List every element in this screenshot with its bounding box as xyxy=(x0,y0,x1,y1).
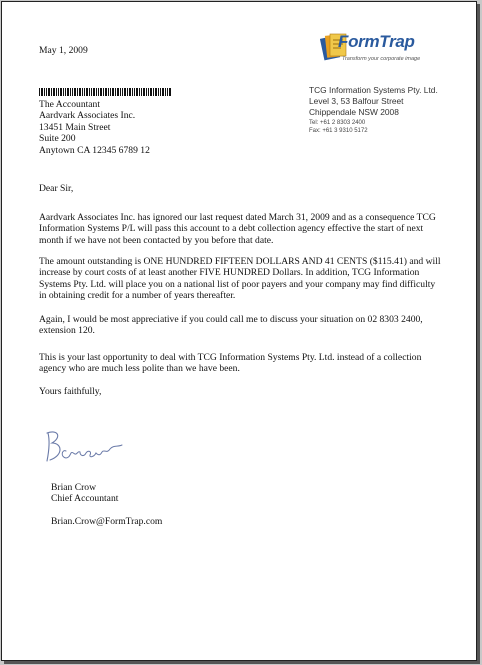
signer-block xyxy=(51,482,118,505)
letter-page xyxy=(1,1,477,661)
signer-name: Brian Crow xyxy=(51,482,97,493)
body-paragraph: The amount outstanding is ONE HUNDRED FIFTEEN DOLLARS AND 41 CENTS ($115.41) and will increase by court costs of at least another FIVE HUNDRED Dollars. In addition, TCG Information Systems Pty. Ltd. will place you on a national list of poor payers and your company may find difficulty in obtaining credit for a number of years thereafter. xyxy=(39,256,441,302)
recipient-line: Anytown CA 12345 6789 12 xyxy=(39,144,150,156)
sender-address xyxy=(309,85,438,136)
recipient-address xyxy=(39,99,150,156)
closing: Yours faithfully, xyxy=(39,386,102,397)
body-paragraph: Aardvark Associates Inc. has ignored our last request dated March 31, 2009 and as a consequence TCG Information Systems P/L will pass this account to a debt collection agency effective the start of next month if we have not been contacted by you before that date. xyxy=(39,212,436,246)
signer-title: Chief Accountant xyxy=(51,493,119,505)
postal-barcode xyxy=(39,88,171,96)
letter-date: May 1, 2009 xyxy=(39,45,88,56)
recipient-line: 13451 Main Street xyxy=(39,121,111,133)
sender-address-line: Chippendale NSW 2008 xyxy=(309,107,399,118)
logo-name: FormTrap xyxy=(338,32,415,51)
handwritten-signature xyxy=(40,427,130,469)
sender-company: TCG Information Systems Pty. Ltd. xyxy=(309,85,438,95)
recipient-line: The Accountant xyxy=(39,99,101,110)
signer-email: Brian.Crow@FormTrap.com xyxy=(51,516,163,527)
sender-address-line: Level 3, 53 Balfour Street xyxy=(309,96,404,107)
salutation: Dear Sir, xyxy=(39,183,74,194)
formtrap-logo xyxy=(320,29,432,69)
recipient-line: Suite 200 xyxy=(39,133,76,145)
logo-tagline: Transform your corporate image xyxy=(342,56,421,62)
sender-tel: Tel: +61 2 8303 2400 xyxy=(309,119,366,126)
sender-fax: Fax: +61 3 9310 5172 xyxy=(309,128,368,135)
recipient-line: Aardvark Associates Inc. xyxy=(39,110,136,122)
body-paragraph: Again, I would be most appreciative if you could call me to discuss your situation on 02 8303 2400, extension 120. xyxy=(39,314,423,337)
body-paragraph: This is your last opportunity to deal with TCG Information Systems Pty. Ltd. instead of a collection agency who are much less polite than we have been. xyxy=(39,352,422,375)
